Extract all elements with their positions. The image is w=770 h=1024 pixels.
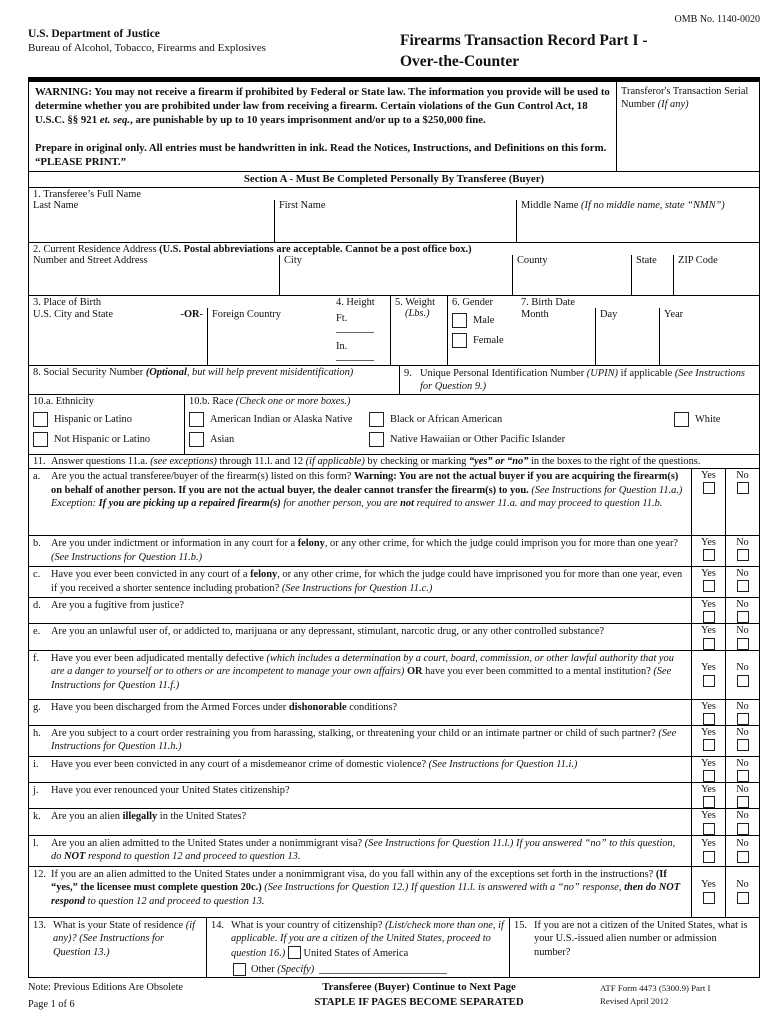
- question-11e-yes-cell: Yes: [691, 624, 725, 649]
- question-11j-no-cell: No: [725, 783, 759, 808]
- page-footer: [28, 980, 760, 1017]
- question-11k-text: Are you an alien illegally in the United States?: [51, 811, 247, 823]
- question-11a-no-checkbox[interactable]: [737, 482, 749, 494]
- race-asian-checkbox[interactable]: [189, 432, 204, 447]
- race-aian-checkbox[interactable]: [189, 412, 204, 427]
- question-11k-no-checkbox[interactable]: [737, 823, 749, 835]
- question-11f-yes-checkbox[interactable]: [703, 675, 715, 687]
- race-pacific-label: Native Hawaiian or Other Pacific Islander: [390, 434, 566, 446]
- omb-number: OMB No. 1140-0020: [674, 14, 760, 25]
- question-11c-yes-checkbox[interactable]: [703, 580, 715, 592]
- question-15-text: If you are not a citizen of the United States, what is your U.S.-issued alien number or admission number?: [534, 919, 748, 958]
- question-11c-no-checkbox[interactable]: [737, 580, 749, 592]
- question-11k-no-cell: No: [725, 809, 759, 834]
- question-9-number: 9.: [404, 368, 412, 380]
- not-hispanic-label: Not Hispanic or Latino: [54, 434, 151, 446]
- question-11g-no-cell: No: [725, 700, 759, 725]
- birth-month-field[interactable]: Month: [521, 309, 549, 321]
- middle-name-field[interactable]: Middle Name (If no middle name, state “NMN”): [516, 200, 759, 242]
- question-3-to-7-row: [29, 296, 759, 366]
- question-11a-yes-checkbox[interactable]: [703, 482, 715, 494]
- question-11b-yes-checkbox[interactable]: [703, 549, 715, 561]
- race-aian-label: American Indian or Alaska Native: [210, 414, 353, 426]
- form-header: [28, 14, 760, 73]
- question-11c-text: Have you ever been convicted in any court of a felony, or any other crime, for which the judge could have imprisoned you for more than one year, even if you received a shorter sentence including probation? (See Instructions for Question 11.c.): [51, 569, 683, 594]
- state-field[interactable]: State: [631, 255, 673, 295]
- county-field[interactable]: County: [512, 255, 631, 295]
- question-10-row: [29, 395, 759, 455]
- other-citizenship-checkbox[interactable]: [233, 963, 246, 976]
- foreign-country-field[interactable]: Foreign Country: [207, 308, 332, 365]
- question-row-11l: l. Are you an alien admitted to the United States under a nonimmigrant visa? (See Instructions for Question 11.l.) If you answered “no” to this question, do NOT respond to question 12 and proceed to question 13. Yes No: [29, 836, 759, 867]
- inches-blank-line[interactable]: [336, 352, 374, 361]
- question-row-11a: a. Are you the actual transferee/buyer of the firearm(s) listed on this form? Warning: You are not the actual buyer if you are acquiring the firearm(s) on behalf of another person. If you are not the actual buyer, the dealer cannot transfer the firearm(s) to you. (See Instructions for Question 11.a.) Exception: If you are picking up a repaired firearm(s) for another person, you are not required to answer 11.a. and may proceed to question 11.b. Yes No: [29, 469, 759, 536]
- question-10b-race: [184, 395, 759, 454]
- question-11c-no-cell: No: [725, 567, 759, 597]
- department-name: U.S. Department of Justice: [28, 28, 160, 40]
- question-11e-yes-checkbox[interactable]: [703, 638, 715, 650]
- question-11-intro: [29, 455, 759, 469]
- bureau-name: Bureau of Alcohol, Tobacco, Firearms and Explosives: [28, 42, 266, 54]
- question-11j-yes-cell: Yes: [691, 783, 725, 808]
- male-checkbox[interactable]: [452, 313, 467, 328]
- question-15-alien-number[interactable]: 15. If you are not a citizen of the United States, what is your U.S.-issued alien number or admission number?: [509, 918, 759, 978]
- question-11j-text: Have you ever renounced your United States citizenship?: [51, 785, 290, 797]
- last-name-field[interactable]: Last Name: [33, 200, 79, 212]
- question-14-text: What is your country of citizenship? (List/check more than one, if applicable. If you are a citizen of the United States, proceed to question 16.): [231, 919, 504, 959]
- street-address-field[interactable]: Number and Street Address: [33, 255, 148, 267]
- race-asian-label: Asian: [210, 434, 235, 446]
- question-11i-yes-cell: Yes: [691, 757, 725, 782]
- question-11k-yes-cell: Yes: [691, 809, 725, 834]
- question-11g-yes-checkbox[interactable]: [703, 713, 715, 725]
- question-7-birth-date: [517, 296, 759, 365]
- question-12-yes-cell: Yes: [691, 867, 725, 917]
- or-separator: -OR-: [180, 309, 203, 321]
- question-5-weight[interactable]: [390, 296, 447, 365]
- question-row-11c: c. Have you ever been convicted in any court of a felony, or any other crime, for which the judge could have imprisoned you for more than one year, even if you received a shorter sentence including probation? (See Instructions for Question 11.c.) Yes No: [29, 567, 759, 598]
- question-8-label: 8. Social Security Number (Optional, but will help prevent misidentification): [33, 367, 354, 379]
- question-11d-yes-cell: Yes: [691, 598, 725, 623]
- question-2-address: [29, 243, 759, 296]
- male-label: Male: [473, 315, 495, 327]
- question-9-label: Unique Personal Identification Number (UPIN) if applicable (See Instructions for Question 9.): [420, 368, 745, 393]
- question-12-text: If you are an alien admitted to the United States under a nonimmigrant visa, do you fall within any of the exceptions set forth in the instructions? (If “yes,” the licensee must complete question 20c.) (See Instructions for Question 12.) If question 11.l. is answered with a “no” response, then do NOT respond to question 12 and proceed to question 13.: [51, 868, 681, 907]
- other-specify-blank-line[interactable]: [319, 965, 447, 974]
- question-3-place-of-birth: [29, 296, 332, 365]
- question-11d-text: Are you a fugitive from justice?: [51, 600, 185, 612]
- question-11h-yes-cell: Yes: [691, 726, 725, 756]
- question-11g-no-checkbox[interactable]: [737, 713, 749, 725]
- question-10b-label: 10.b. Race (Check one or more boxes.): [189, 396, 351, 408]
- question-11j-no-checkbox[interactable]: [737, 796, 749, 808]
- form-number: ATF Form 4473 (5300.9) Part I: [600, 983, 711, 994]
- question-2-label: 2. Current Residence Address (U.S. Postal abbreviations are acceptable. Cannot be a post office box.): [33, 244, 472, 256]
- question-11-number: 11.: [33, 456, 46, 468]
- feet-blank-line[interactable]: [336, 324, 374, 333]
- question-11l-yes-checkbox[interactable]: [703, 851, 715, 863]
- question-11j-yes-checkbox[interactable]: [703, 796, 715, 808]
- transferor-serial-label: Transferor's Transaction Serial Number (If any): [621, 85, 749, 111]
- question-11l-no-checkbox[interactable]: [737, 851, 749, 863]
- question-11l-text: Are you an alien admitted to the United States under a nonimmigrant visa? (See Instructions for Question 11.l.) If you answered “no” to this question, do NOT respond to question 12 and proceed to question 13.: [51, 837, 676, 863]
- height-feet-field[interactable]: Ft.: [336, 313, 386, 336]
- weight-lbs-label: (Lbs.): [405, 308, 430, 320]
- question-11h-no-checkbox[interactable]: [737, 739, 749, 751]
- warning-section: [29, 82, 759, 172]
- question-row-11d: d. Are you a fugitive from justice? Yes No: [29, 598, 759, 624]
- question-11g-text: Have you been discharged from the Armed Forces under dishonorable conditions?: [51, 701, 398, 713]
- not-hispanic-checkbox[interactable]: [33, 432, 48, 447]
- question-12-no-cell: No: [725, 867, 759, 917]
- question-3-label: 3. Place of Birth: [33, 297, 102, 309]
- question-5-label: 5. Weight: [395, 297, 435, 309]
- question-11a-text: Are you the actual transferee/buyer of the firearm(s) listed on this form? Warning: You are not the actual buyer if you are acquiring the firearm(s) on behalf of another person. If you are not the actual buyer, the dealer cannot transfer the firearm(s) to you. (See Instructions for Question 11.a.) Exception: If you are picking up a repaired firearm(s) for another person, you are not required to answer 11.a. and may proceed to question 11.b.: [51, 471, 683, 510]
- question-row-12: 12. If you are an alien admitted to the United States under a nonimmigrant visa, do you fall within any of the exceptions set forth in the instructions? (If “yes,” the licensee must complete question 20c.) (See Instructions for Question 12.) If question 11.l. is answered with a “no” response, then do NOT respond to question 12 and proceed to question 13. Yes No: [29, 867, 759, 918]
- form-body: [28, 82, 760, 978]
- height-inches-field[interactable]: In.: [336, 341, 386, 364]
- form-title-line1: Firearms Transaction Record Part I -: [400, 32, 648, 49]
- question-11b-no-checkbox[interactable]: [737, 549, 749, 561]
- question-11b-no-cell: No: [725, 536, 759, 566]
- question-13-state-residence[interactable]: 13. What is your State of residence (if any)? (See Instructions for Question 13.): [29, 918, 206, 978]
- question-row-11h: h. Are you subject to a court order restraining you from harassing, stalking, or threatening your child or an intimate partner or child of such partner? (See Instructions for Question 11.h.) Yes No: [29, 726, 759, 757]
- question-row-11j: j. Have you ever renounced your United States citizenship? Yes No: [29, 783, 759, 809]
- question-11-intro-text: Answer questions 11.a. (see exceptions) through 11.l. and 12 (if applicable) by checking or marking “yes” or “no” in the boxes to the right of the questions.: [51, 456, 701, 468]
- question-11i-yes-checkbox[interactable]: [703, 770, 715, 782]
- question-11k-yes-checkbox[interactable]: [703, 823, 715, 835]
- question-11i-no-cell: No: [725, 757, 759, 782]
- form-title: [400, 31, 760, 73]
- question-11d-yes-checkbox[interactable]: [703, 611, 715, 623]
- question-11b-yes-cell: Yes: [691, 536, 725, 566]
- question-11e-no-cell: No: [725, 624, 759, 649]
- question-11a-yes-cell: Yes: [691, 469, 725, 535]
- question-row-11i: i. Have you ever been convicted in any court of a misdemeanor crime of domestic violence? (See Instructions for Question 11.i.) Yes No: [29, 757, 759, 783]
- question-12-no-checkbox[interactable]: [737, 892, 749, 904]
- race-white-label: White: [695, 414, 721, 426]
- question-11f-no-checkbox[interactable]: [737, 675, 749, 687]
- question-row-11e: e. Are you an unlawful user of, or addicted to, marijuana or any depressant, stimulant, narcotic drug, or any other controlled substance? Yes No: [29, 624, 759, 650]
- question-11f-text: Have you ever been adjudicated mentally defective (which includes a determination by a court, board, commission, or other lawful authority that you are a danger to yourself or to others or are incompetent to manage your own affairs) OR have you ever been committed to a mental institution? (See Instructions for Question 11.f.): [51, 652, 674, 691]
- question-11b-text: Are you under indictment or information in any court for a felony, or any other crime, for which the judge could imprison you for more than one year? (See Instructions for Question 11.b.): [51, 538, 679, 563]
- question-7-label: 7. Birth Date: [521, 297, 575, 309]
- usa-citizenship-checkbox[interactable]: [288, 946, 301, 959]
- first-name-field[interactable]: First Name: [274, 200, 516, 242]
- staple-note: STAPLE IF PAGES BECOME SEPARATED: [314, 995, 524, 1008]
- question-11d-no-cell: No: [725, 598, 759, 623]
- question-11f-yes-cell: Yes: [691, 651, 725, 699]
- question-row-11f: f. Have you ever been adjudicated mentally defective (which includes a determination by a court, board, commission, or other lawful authority that you are a danger to yourself or to others or are incompetent to manage your own affairs) OR have you ever been committed to a mental institution? (See Instructions for Question 11.f.) Yes No: [29, 651, 759, 700]
- race-pacific-checkbox[interactable]: [369, 432, 384, 447]
- birth-day-field[interactable]: Day: [595, 308, 659, 365]
- question-11h-text: Are you subject to a court order restraining you from harassing, stalking, or threatening your child or an intimate partner or child of such partner? (See Instructions for Question 11.h.): [51, 727, 677, 753]
- question-8-9-row: [29, 366, 759, 395]
- race-white-checkbox[interactable]: [674, 412, 689, 427]
- question-11c-yes-cell: Yes: [691, 567, 725, 597]
- question-14-citizenship: 14. What is your country of citizenship? (List/check more than one, if applicable. If you are a citizen of the United States, proceed to question 16.) United States of America Other (Specify): [206, 918, 509, 978]
- question-1-name: [29, 188, 759, 243]
- transferor-serial-cell[interactable]: [616, 82, 759, 171]
- question-11l-yes-cell: Yes: [691, 836, 725, 866]
- zip-code-field[interactable]: ZIP Code: [673, 255, 759, 295]
- warning-paragraph-1: WARNING: You may not receive a firearm if prohibited by Federal or State law. The information you provide will be used to determine whether you are prohibited under law from receiving a firearm. Certain violations of the Gun Control Act, 18 U.S.C. §§ 921 et. seq., are punishable by up to 10 years imprisonment and/or up to a $250,000 fine.: [35, 85, 610, 127]
- question-11a-no-cell: No: [725, 469, 759, 535]
- hispanic-checkbox[interactable]: [33, 412, 48, 427]
- race-black-checkbox[interactable]: [369, 412, 384, 427]
- question-13-14-15-row: [29, 918, 759, 978]
- upin-field[interactable]: [399, 366, 759, 394]
- question-11d-no-checkbox[interactable]: [737, 611, 749, 623]
- us-city-state-field[interactable]: U.S. City and State -OR-: [29, 308, 207, 365]
- birth-year-field[interactable]: Year: [659, 308, 759, 365]
- question-12-yes-checkbox[interactable]: [703, 892, 715, 904]
- female-label: Female: [473, 335, 504, 347]
- question-11f-no-cell: No: [725, 651, 759, 699]
- female-checkbox[interactable]: [452, 333, 467, 348]
- question-11l-no-cell: No: [725, 836, 759, 866]
- page-number: Page 1 of 6: [28, 998, 75, 1010]
- obsolete-note: Note: Previous Editions Are Obsolete: [28, 982, 184, 994]
- question-4-label: 4. Height: [336, 297, 375, 309]
- hispanic-label: Hispanic or Latino: [54, 414, 132, 426]
- question-11e-no-checkbox[interactable]: [737, 638, 749, 650]
- question-11g-yes-cell: Yes: [691, 700, 725, 725]
- question-1-label: 1. Transferee’s Full Name: [33, 189, 141, 201]
- question-11h-no-cell: No: [725, 726, 759, 756]
- question-row-11k: k. Are you an alien illegally in the United States? Yes No: [29, 809, 759, 835]
- question-row-11g: g. Have you been discharged from the Armed Forces under dishonorable conditions? Yes No: [29, 700, 759, 726]
- question-row-11b: b. Are you under indictment or information in any court for a felony, or any other crime, for which the judge could imprison you for more than one year? (See Instructions for Question 11.b.) Yes No: [29, 536, 759, 567]
- question-10a-label: 10.a. Ethnicity: [33, 396, 94, 408]
- race-black-label: Black or African American: [390, 414, 503, 426]
- form-title-line2: Over-the-Counter: [400, 52, 520, 70]
- question-11h-yes-checkbox[interactable]: [703, 739, 715, 751]
- usa-citizenship-label: United States of America: [303, 947, 409, 959]
- question-6-label: 6. Gender: [452, 297, 493, 309]
- continue-note: Transferee (Buyer) Continue to Next Page: [322, 981, 516, 994]
- question-13-text: What is your State of residence (if any)? (See Instructions for Question 13.): [53, 919, 195, 958]
- other-citizenship-label: Other (Specify): [251, 964, 315, 976]
- city-field[interactable]: City: [279, 255, 512, 295]
- ssn-field[interactable]: [29, 366, 399, 394]
- question-4-height: [332, 296, 390, 365]
- revision-date: Revised April 2012: [600, 996, 669, 1007]
- question-11i-no-checkbox[interactable]: [737, 770, 749, 782]
- question-11i-text: Have you ever been convicted in any court of a misdemeanor crime of domestic violence? (See Instructions for Question 11.i.): [51, 758, 578, 770]
- question-6-gender: [447, 296, 517, 365]
- warning-paragraph-2: Prepare in original only. All entries must be handwritten in ink. Read the Notices, Instructions, and Definitions on this form. “PLEASE PRINT.”: [35, 141, 607, 168]
- question-11e-text: Are you an unlawful user of, or addicted to, marijuana or any depressant, stimulant, narcotic drug, or any other controlled substance?: [51, 626, 605, 638]
- question-10a-ethnicity: [29, 395, 184, 454]
- section-a-header: Section A - Must Be Completed Personally By Transferee (Buyer): [29, 172, 759, 188]
